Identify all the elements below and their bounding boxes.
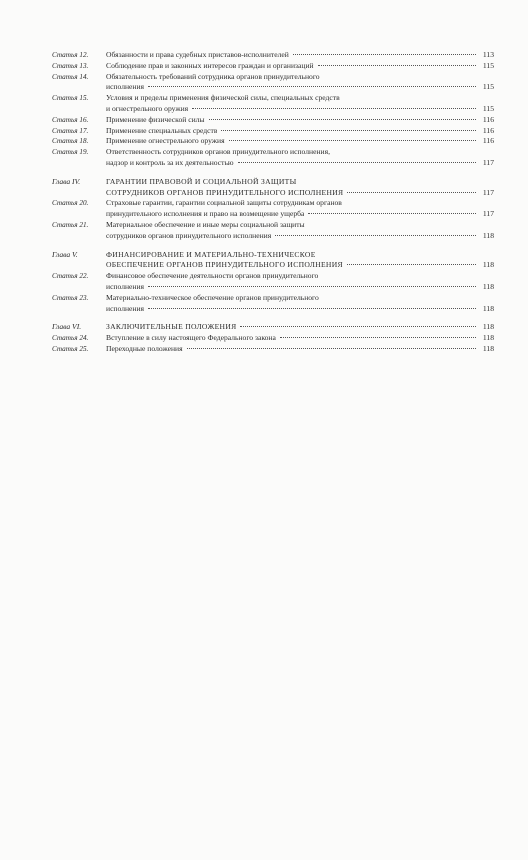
chapter-number: Глава V.	[52, 249, 78, 259]
toc-article-entry	[52, 93, 494, 115]
page-number: 118	[482, 260, 494, 270]
entry-title-line: Материальное обеспечение и иные меры социальной защиты	[106, 219, 305, 229]
page-number: 116	[482, 136, 494, 146]
entry-title-line: Применение физической силы	[106, 114, 205, 124]
toc-article-entry	[52, 115, 494, 126]
entry-title-line: Применение огнестрельного оружия	[106, 136, 225, 146]
entry-title-line: Финансовое обеспечение деятельности органов принудительного	[106, 271, 319, 281]
dot-leader	[318, 65, 476, 66]
dot-leader	[229, 140, 476, 141]
entry-title-line: Ответственность сотрудников органов принудительного исполнения,	[106, 147, 330, 157]
article-number: Статья 19.	[52, 148, 89, 157]
toc-article-entry	[52, 72, 494, 94]
page-number: 118	[482, 230, 494, 240]
article-number: Статья 16.	[52, 115, 89, 124]
page-number: 115	[482, 103, 494, 113]
toc-article-entry	[52, 61, 494, 72]
entry-title-line: и огнестрельного оружия	[106, 103, 189, 113]
page-number: 115	[482, 60, 494, 70]
entry-title-line: ОБЕСПЕЧЕНИЕ ОРГАНОВ ПРИНУДИТЕЛЬНОГО ИСПОЛНЕНИЯ	[106, 260, 343, 270]
toc-article-entry	[52, 271, 494, 293]
entry-title-line: ЗАКЛЮЧИТЕЛЬНЫЕ ПОЛОЖЕНИЯ	[106, 322, 237, 332]
entry-title-line: ГАРАНТИИ ПРАВОВОЙ И СОЦИАЛЬНОЙ ЗАЩИТЫ	[106, 176, 297, 186]
article-number: Статья 13.	[52, 61, 89, 70]
article-number: Статья 17.	[52, 126, 89, 135]
toc-chapter-entry	[52, 177, 494, 199]
entry-title-line: Материально-техническое обеспечение органов принудительного	[106, 292, 319, 302]
toc-chapter-entry	[52, 322, 494, 333]
article-number: Статья 20.	[52, 199, 89, 208]
entry-title-line: Вступление в силу настоящего Федерального закона	[106, 333, 276, 343]
entry-title-line: принудительного исполнения и право на возмещение ущерба	[106, 209, 305, 219]
dot-leader	[221, 130, 476, 131]
dot-leader	[148, 86, 476, 87]
page-number: 115	[482, 82, 494, 92]
dot-leader	[187, 348, 476, 349]
entry-title-line: надзор и контроль за их деятельностью	[106, 157, 234, 167]
entry-title-line: Страховые гарантии, гарантии социальной защиты сотрудникам органов	[106, 198, 342, 208]
entry-title-line: Обязательность требований сотрудника органов принудительного	[106, 71, 320, 81]
dot-leader	[240, 326, 476, 327]
page-number: 117	[482, 209, 494, 219]
toc-article-entry	[52, 126, 494, 137]
toc-article-entry	[52, 198, 494, 220]
dot-leader	[275, 235, 476, 236]
toc-chapter-entry	[52, 250, 494, 272]
toc-article-entry	[52, 136, 494, 147]
toc-article-entry	[52, 293, 494, 315]
page-number: 113	[482, 50, 494, 59]
page-number: 118	[482, 322, 494, 332]
article-number: Статья 12.	[52, 51, 89, 59]
article-number: Статья 22.	[52, 272, 89, 281]
dot-leader	[293, 54, 476, 55]
article-number: Статья 14.	[52, 72, 89, 81]
entry-title-line: Применение специальных средств	[106, 125, 218, 135]
dot-leader	[148, 308, 476, 309]
article-number: Статья 21.	[52, 220, 89, 229]
entry-title-line: исполнения	[106, 281, 145, 291]
article-number: Статья 23.	[52, 293, 89, 302]
entry-title-line: исполнения	[106, 82, 145, 92]
page-number: 116	[482, 114, 494, 124]
page-number: 118	[482, 303, 494, 313]
article-number: Статья 15.	[52, 94, 89, 103]
dot-leader	[209, 119, 476, 120]
article-number: Статья 24.	[52, 334, 89, 343]
article-number: Статья 25.	[52, 344, 89, 353]
toc-article-entry	[52, 50, 494, 61]
page-number: 117	[482, 157, 494, 167]
page-number: 116	[482, 125, 494, 135]
dot-leader	[148, 286, 476, 287]
chapter-number: Глава VI.	[52, 322, 82, 332]
entry-title-line: сотрудников органов принудительного исполнения	[106, 230, 272, 240]
dot-leader	[347, 264, 476, 265]
entry-title-line: ФИНАНСИРОВАНИЕ И МАТЕРИАЛЬНО-ТЕХНИЧЕСКОЕ	[106, 249, 316, 259]
entry-title-line: Обязанности и права судебных приставов-исполнителей	[106, 50, 289, 59]
toc-article-entry	[52, 220, 494, 242]
dot-leader	[280, 337, 476, 338]
page-number: 117	[482, 187, 494, 197]
article-number: Статья 18.	[52, 137, 89, 146]
toc-article-entry	[52, 344, 494, 355]
entry-title-line: Переходные положения	[106, 343, 183, 353]
page-number: 118	[482, 333, 494, 343]
table-of-contents	[52, 50, 494, 355]
toc-article-entry	[52, 147, 494, 169]
dot-leader	[308, 213, 476, 214]
toc-article-entry	[52, 333, 494, 344]
entry-title-line: исполнения	[106, 303, 145, 313]
dot-leader	[192, 108, 476, 109]
entry-title-line: Соблюдение прав и законных интересов граждан и организаций	[106, 60, 314, 70]
entry-title-line: СОТРУДНИКОВ ОРГАНОВ ПРИНУДИТЕЛЬНОГО ИСПОЛНЕНИЯ	[106, 187, 344, 197]
dot-leader	[238, 162, 476, 163]
page-number: 118	[482, 281, 494, 291]
dot-leader	[347, 192, 476, 193]
page-number: 118	[482, 343, 494, 353]
chapter-number: Глава IV.	[52, 176, 81, 186]
entry-title-line: Условия и пределы применения физической силы, специальных средств	[106, 93, 340, 103]
